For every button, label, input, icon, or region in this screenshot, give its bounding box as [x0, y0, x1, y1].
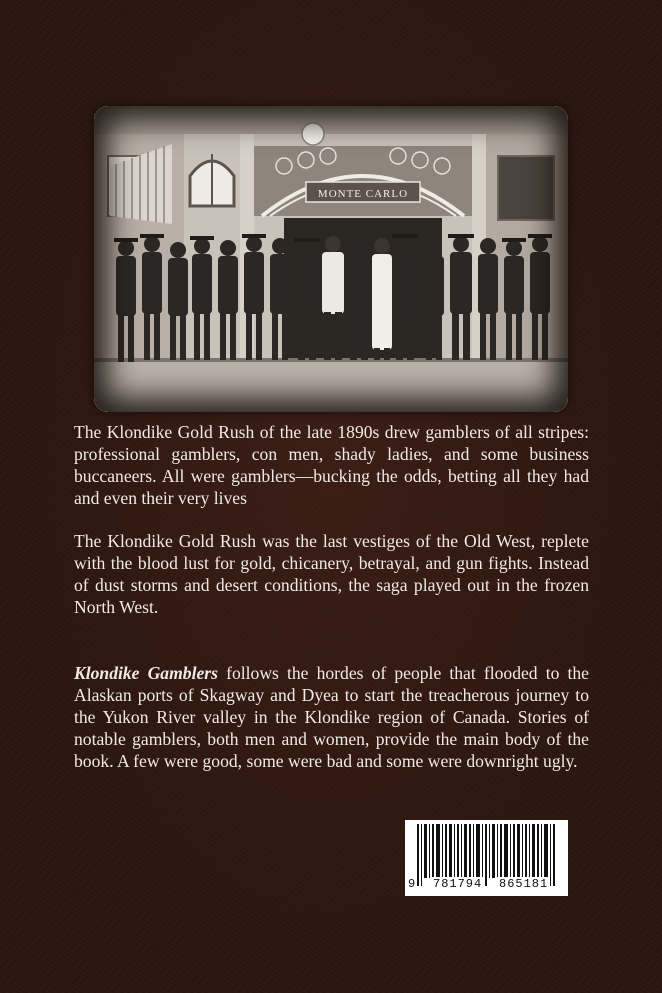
isbn-right-group: 865181 — [499, 877, 549, 891]
blurb-paragraph-2: The Klondike Gold Rush was the last vestiges of the Old West, replete with the blood lust for gold, chicanery, betrayal, and gun fights. Instead of dust storms and desert conditions, the saga played out in the frozen North West. — [74, 531, 589, 617]
isbn-lead-digit: 9 — [408, 877, 416, 891]
historic-photo — [94, 106, 568, 412]
blurb-paragraph-3-text: follows the hordes of people that flooded to the Alaskan ports of Skagway and Dyea to start the treacherous journey to the Yukon River valley in the Klondike region of Canada. Stories of notable gamblers, both men and women, provide the main body of the book. A few were good, some were bad and some were downright ugly. — [74, 663, 589, 771]
isbn-barcode — [405, 820, 568, 896]
blurb-paragraph-1: The Klondike Gold Rush of the late 1890s drew gamblers of all stripes: professional gamblers, con men, shady ladies, and some business buccaneers. All were gamblers—bucking the odds, betting all they had and even their very lives — [74, 422, 589, 508]
isbn-digits — [405, 877, 568, 893]
blurb-paragraph-3 — [74, 662, 589, 772]
monte-carlo-sign: MONTE CARLO — [317, 188, 409, 200]
book-title: Klondike Gamblers — [74, 663, 218, 683]
isbn-left-group: 781794 — [433, 877, 483, 891]
monte-carlo-photo-illustration — [94, 106, 568, 412]
